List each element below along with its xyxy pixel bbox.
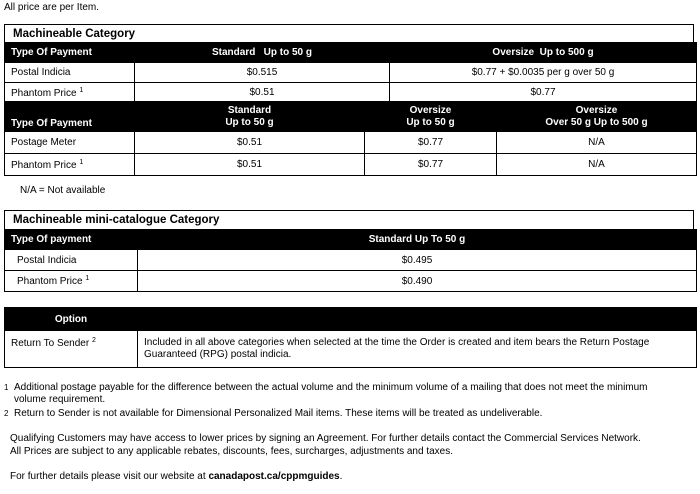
footnote-2	[4, 408, 664, 420]
header-line: Over 50 g Up to 500 g	[545, 116, 648, 128]
cell-value: N/A	[497, 132, 697, 154]
cell-value: $0.490	[138, 271, 697, 292]
further-details	[10, 470, 690, 483]
qualifying-note	[10, 432, 690, 458]
cell-value: $0.77	[365, 154, 497, 176]
cell-value: $0.77	[365, 132, 497, 154]
row-label-text: Phantom Price	[11, 159, 77, 171]
header-oversize: Oversize Up to 500 g	[390, 43, 697, 63]
header-line: Oversize	[575, 104, 618, 116]
row-label: Postal Indicia	[5, 63, 135, 83]
further-suffix: .	[339, 471, 343, 482]
cell-value: $0.51	[135, 83, 390, 103]
table-row	[5, 154, 697, 176]
header-standard: Standard Up To 50 g	[138, 230, 697, 250]
header-standard	[135, 102, 365, 132]
table-header-row	[5, 308, 697, 331]
cell-value: N/A	[497, 154, 697, 176]
website-link[interactable]: canadapost.ca/cppmguides	[208, 471, 340, 482]
header-type: Type Of Payment	[5, 43, 135, 63]
header-oversize	[365, 102, 497, 132]
footnote-text: Return to Sender is not available for Dimensional Personalized Mail items. These items will be treated as undeliverable.	[14, 408, 543, 419]
footnote-number: 1	[4, 383, 9, 392]
header-standard: Standard Up to 50 g	[135, 43, 390, 63]
table-row	[5, 132, 697, 154]
cell-value: $0.495	[138, 250, 697, 271]
subject-line: All Prices are subject to any applicable rebates, discounts, fees, surcharges, adjustments and taxes.	[10, 446, 454, 457]
table-row	[5, 250, 697, 271]
table-row	[5, 331, 697, 368]
footnote-number: 2	[4, 409, 9, 418]
row-label-text: Phantom Price	[11, 87, 77, 99]
na-note: N/A = Not available	[20, 185, 106, 196]
header-type: Type Of payment	[5, 230, 138, 250]
table-header-row	[5, 43, 697, 63]
header-option: Option	[5, 308, 138, 331]
machineable-table-1	[4, 42, 697, 103]
footnote-ref: 1	[85, 275, 90, 282]
qualifying-line: Qualifying Customers may have access to lower prices by signing an Agreement. For further details contact the Commercial Services Network.	[10, 433, 641, 444]
cell-value: $0.51	[135, 154, 365, 176]
row-label	[5, 154, 135, 176]
table-header-row	[5, 230, 697, 250]
table-header-row	[5, 102, 697, 132]
header-type: Type Of Payment	[5, 102, 135, 132]
cell-value: $0.77	[390, 83, 697, 103]
cell-value: $0.51	[135, 132, 365, 154]
machineable-caption: Machineable Category	[4, 24, 694, 43]
further-prefix: For further details please visit our website at	[10, 471, 209, 482]
row-label-text: Phantom Price	[17, 276, 83, 287]
table-row	[5, 83, 697, 103]
header-line: Oversize	[409, 104, 452, 116]
header-oversize-over	[497, 102, 697, 132]
row-label	[5, 331, 138, 368]
machineable-table-2	[4, 101, 697, 176]
footnote-1	[4, 382, 664, 406]
row-label: Postal Indicia	[5, 250, 138, 271]
option-table	[4, 307, 697, 368]
header-line: Up to 50 g	[225, 116, 274, 128]
mini-table	[4, 229, 697, 292]
table-row	[5, 63, 697, 83]
table-row	[5, 271, 697, 292]
header-blank	[138, 308, 697, 331]
cell-value: $0.77 + $0.0035 per g over 50 g	[390, 63, 697, 83]
footnote-ref: 1	[79, 158, 84, 166]
row-label	[5, 83, 135, 103]
mini-caption: Machineable mini-catalogue Category	[4, 210, 694, 229]
cell-value: $0.515	[135, 63, 390, 83]
row-label-text: Return To Sender	[11, 338, 90, 349]
header-line: Standard	[227, 104, 272, 116]
row-label: Postage Meter	[5, 132, 135, 154]
option-description: Included in all above categories when selected at the time the Order is created and item bears the Return Postage Guaranteed (RPG) postal indicia.	[138, 331, 697, 368]
footnote-text: Additional postage payable for the difference between the actual volume and the minimum volume of a mailing that does not meet the minimum volume requirement.	[14, 382, 648, 405]
top-note: All price are per Item.	[4, 2, 100, 13]
footnote-ref: 1	[79, 86, 84, 94]
row-label	[5, 271, 138, 292]
footnote-ref: 2	[91, 337, 96, 344]
header-line: Up to 50 g	[406, 116, 455, 128]
